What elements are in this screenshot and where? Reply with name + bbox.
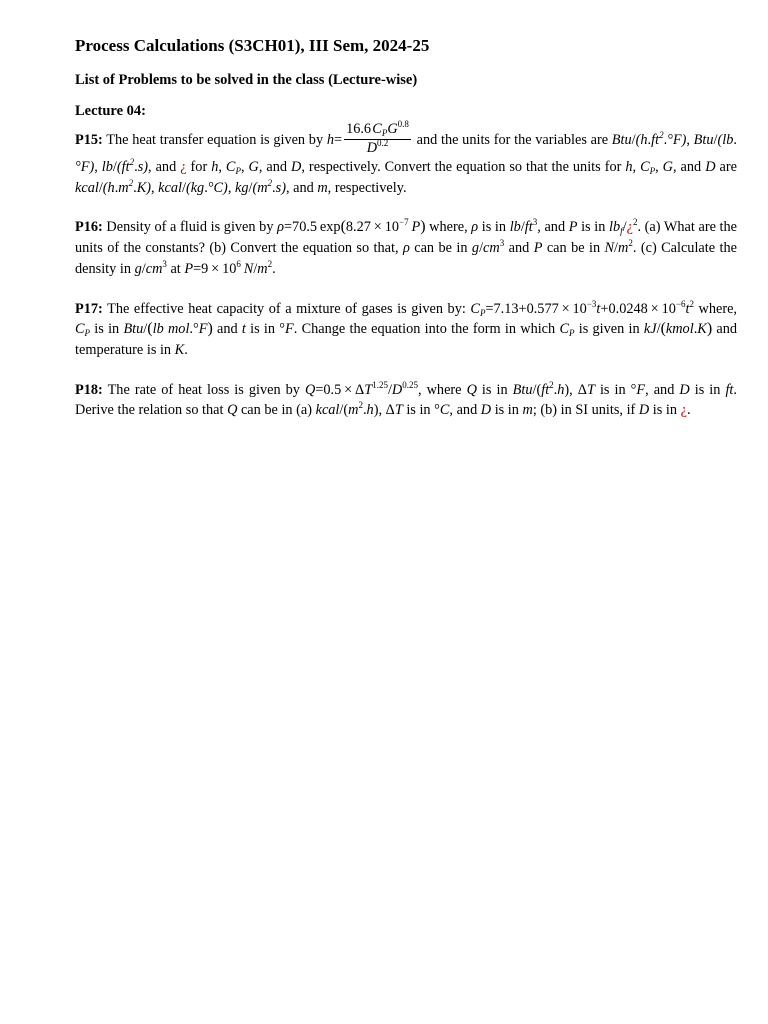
unit-given-2: Btu/(lb.°F) — [75, 131, 737, 175]
problem-text: respectively. — [334, 179, 407, 196]
equation-equals: = — [333, 131, 343, 148]
problem-text: and the units for the variables are — [416, 131, 609, 148]
unit-given-3: $lb/(ft^2.s)$ — [101, 157, 149, 175]
fraction-numerator: 16.6 $C_PG^{0.8}$ — [346, 119, 409, 138]
fraction-denominator: $D^{0.2}$ — [366, 138, 389, 156]
equation: $C_P=7.13+0.577 \times 10^{-3}t+0.0248 \times 10^{-6}t^2$ — [470, 298, 694, 318]
problem-label: P15: — [75, 131, 103, 148]
equation-fraction — [344, 120, 411, 157]
equation-lhs: h — [326, 131, 334, 148]
problem-text: The heat transfer equation is given by — [106, 131, 324, 148]
problem-text: The rate of heat loss is given by — [107, 381, 300, 398]
problem-text: Density of a fluid is given by — [106, 219, 274, 236]
unit-given-4: ¿ — [180, 159, 187, 175]
problem-label: P18: — [75, 381, 103, 398]
document-title: Process Calculations (S3CH01), III Sem, 2024-25 — [75, 36, 430, 55]
problem-p16: P16: Density of a fluid is given by ρ=70.5 $\exp(8.27 \times 10^{-7}$ P) where, ρ is in $lb/ft^3$, and P is in $lb_f/¿^2$. (a) What are the units of the constants? (b) Convert the equation so that, ρ can be in $g/cm^3$ and P can be in $N/m^2$. (c) Calculate the density in $g/cm^3$ at $P=9 \times 10^6$ $N/m^2$. — [75, 217, 738, 277]
problem-p17: P17: The effective heat capacity of a mixture of gases is given by: $C_P=7.13+0.577 \times 10^{-3}t+0.0248 \times 10^{-6}t^2$ where, $C_P$ is in Btu/(lb mol.°F) and t is in °F. Change the equation into the form in which $C_P$ is given in kJ/(kmol.K) and temperature is in K. — [75, 298, 738, 358]
unit-target-3: $kg/(m^2.s)$ — [234, 177, 286, 196]
unit-given-1: Btu/$(h.ft^2.^\circ F)$ — [611, 129, 687, 148]
document-page — [75, 36, 737, 440]
problem-p18: P18: The rate of heat loss is given by $Q=0.5 \times \Delta T^{1.25}/D^{0.25}$, where Q is in Btu/$(ft^2.h)$, ΔT is in °F, and D is in ft. Derive the relation so that Q can be in (a) kcal/$(m^2.h)$, ΔT is in °C, and D is in m; (b) in SI units, if D is in ¿. — [75, 379, 737, 419]
problem-p15: P15: The heat transfer equation is given by h= $\frac{16.6 C_PG^{0.8}}{D^{0.2}}$ and the units for the variables are Btu/$(h.ft^2.^\circ F)$, Btu/(lb.°F), $lb/(ft^2.s)$, and ¿ for h, $C_P$, G, and D, respectively. Convert the equation so that the units for h, $C_P$, G, and D are kcal/$(h.m^2.K)$, kcal/(kg.°C), $kg/(m^2.s)$, and m, respectively. — [75, 119, 737, 196]
unit-target-1: kcal/$(h.m^2.K)$ — [75, 177, 151, 196]
lecture-heading: Lecture 04: — [75, 103, 146, 119]
equation: ρ=70.5 $\exp(8.27 \times 10^{-7}$ P) — [277, 217, 426, 236]
unit-target-2: kcal/(kg.°C) — [158, 179, 228, 196]
problem-text: The effective heat capacity of a mixture of gases is given by: — [107, 300, 466, 317]
equation: $Q=0.5 \times \Delta T^{1.25}/D^{0.25}$ — [304, 379, 418, 398]
document-subtitle: List of Problems to be solved in the class (Lecture-wise) — [75, 72, 418, 88]
unit-target-4: m — [317, 179, 328, 196]
problem-label: P16: — [75, 219, 103, 236]
problem-label: P17: — [75, 300, 103, 317]
